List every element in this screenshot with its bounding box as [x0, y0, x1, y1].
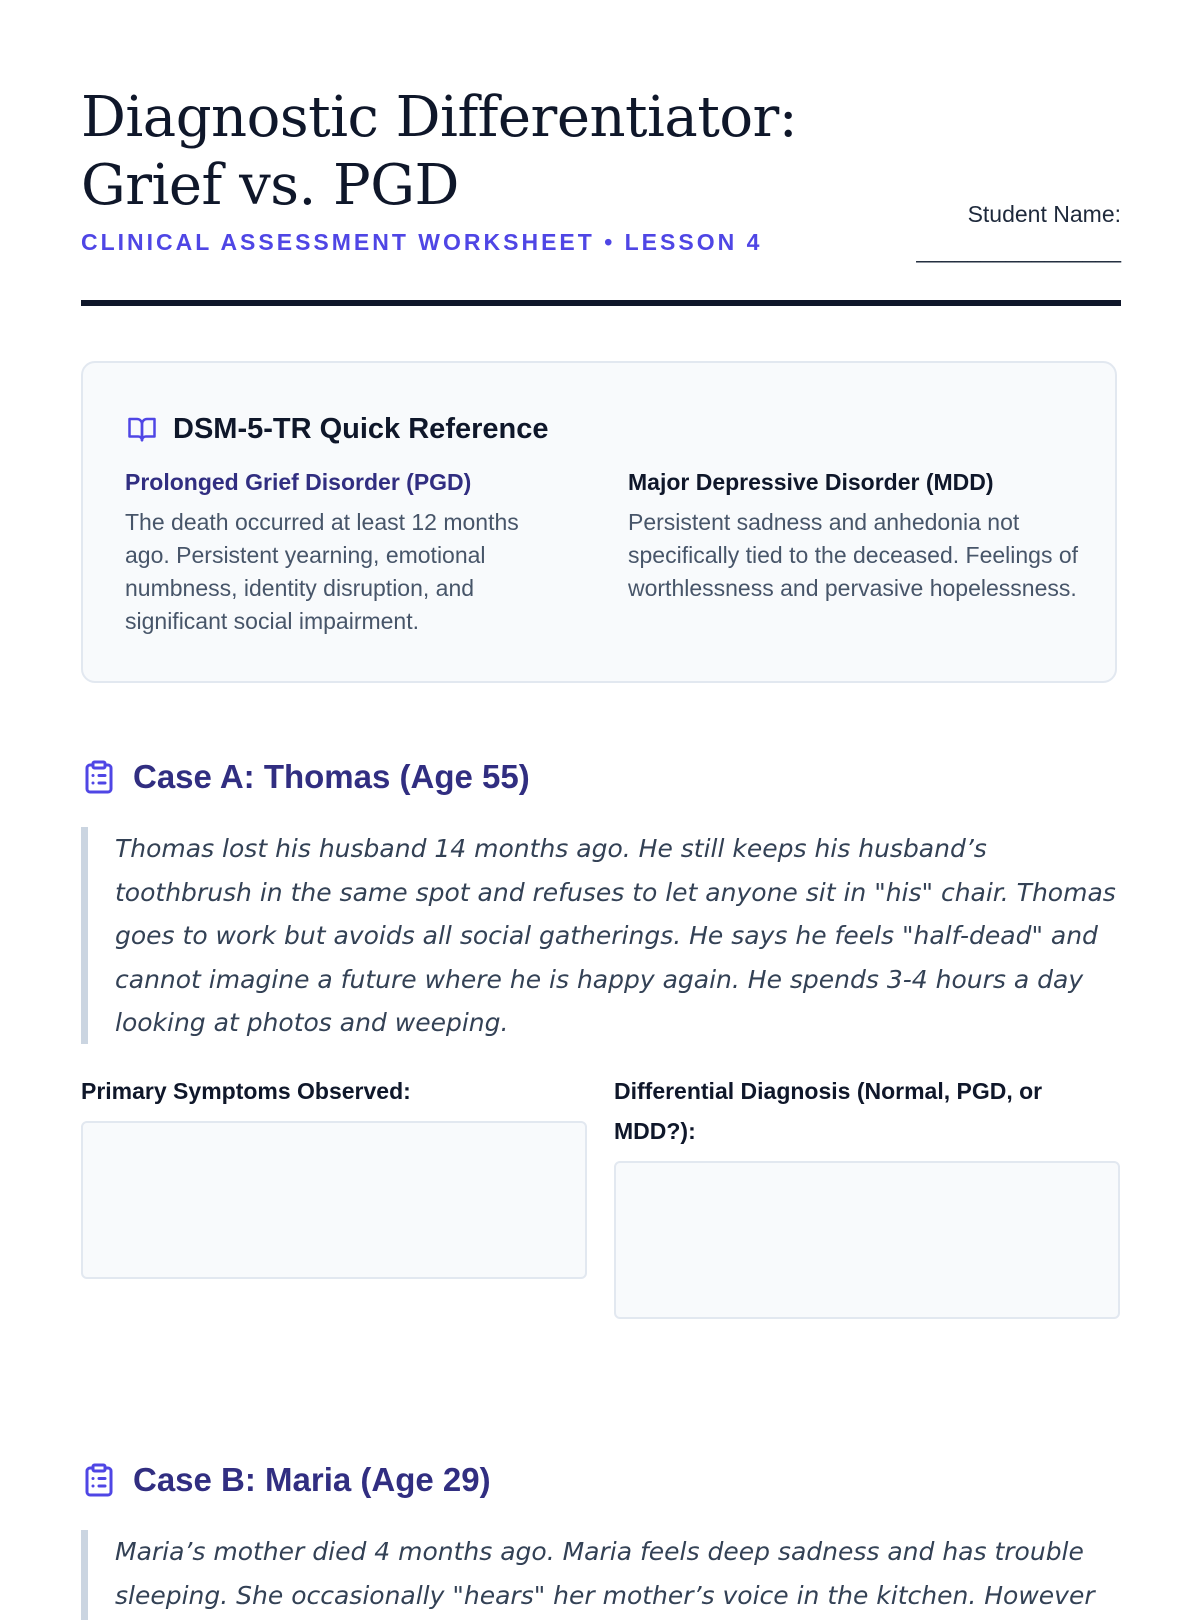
worksheet-header — [81, 84, 1121, 306]
diagnosis-answer-box[interactable] — [614, 1161, 1120, 1319]
page-subtitle: CLINICAL ASSESSMENT WORKSHEET • LESSON 4 — [81, 229, 763, 255]
case-a-title: Case A: Thomas (Age 55) — [133, 758, 530, 795]
case-b-heading — [81, 1458, 491, 1502]
case-b-vignette: Maria’s mother died 4 months ago. Maria feels deep sadness and has trouble sleeping. She occasionally "hears" her mother’s voice in the kitchen. However — [81, 1530, 1121, 1620]
mdd-reference — [628, 469, 1083, 605]
page-title — [81, 84, 797, 220]
student-name-label: Student Name: — [967, 201, 1121, 227]
symptoms-answer-box[interactable] — [81, 1121, 587, 1279]
clipboard-list-icon — [81, 757, 117, 797]
quick-reference-header — [125, 411, 549, 447]
title-line-2: Grief vs. PGD — [81, 153, 459, 218]
pgd-description: The death occurred at least 12 months ago. Persistent yearning, emotional numbness, identity disruption, and significant social impairment. — [125, 509, 519, 634]
title-line-1: Diagnostic Differentiator: — [81, 85, 798, 150]
clipboard-list-icon — [81, 1460, 117, 1500]
case-a-symptoms-field — [81, 1071, 587, 1279]
case-a-heading — [81, 755, 530, 799]
book-open-icon — [125, 414, 159, 444]
pgd-heading: Prolonged Grief Disorder (PGD) — [125, 469, 472, 495]
student-name-area — [916, 196, 1121, 268]
symptoms-label: Primary Symptoms Observed: — [81, 1078, 411, 1104]
diagnosis-label: Differential Diagnosis (Normal, PGD, or MDD?): — [614, 1078, 1043, 1144]
case-b-title: Case B: Maria (Age 29) — [133, 1461, 491, 1498]
case-a-diagnosis-field — [614, 1071, 1120, 1319]
header-divider — [81, 300, 1121, 306]
mdd-description: Persistent sadness and anhedonia not specifically tied to the deceased. Feelings of worthlessness and pervasive hopelessness. — [628, 509, 1079, 601]
quick-reference-title: DSM-5-TR Quick Reference — [173, 412, 549, 445]
case-a-vignette: Thomas lost his husband 14 months ago. He still keeps his husband’s toothbrush in the same spot and refuses to let anyone sit in "his" chair. Thomas goes to work but avoids all social gatherings. He says he feels "half-dead" and cannot imagine a future where he is happy again. He spends 3-4 hours a day looking at photos and weeping. — [81, 827, 1121, 1044]
pgd-reference — [125, 469, 565, 638]
student-name-blank[interactable]: ________________ — [916, 237, 1121, 263]
quick-reference-card — [81, 361, 1117, 683]
mdd-heading: Major Depressive Disorder (MDD) — [628, 469, 994, 495]
